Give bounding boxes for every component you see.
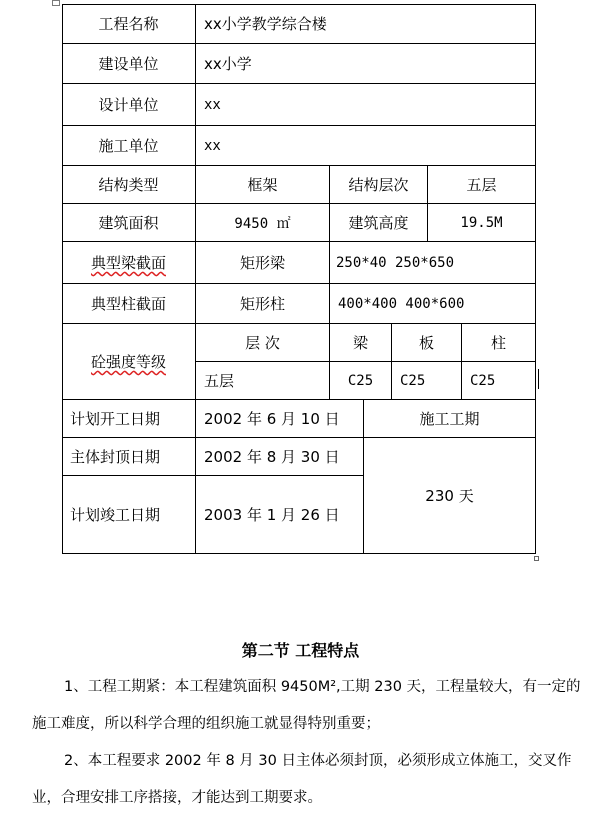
- floor-header: 层 次: [196, 324, 330, 362]
- beam-section-label: [62, 242, 196, 284]
- project-name-label: 工程名称: [62, 4, 196, 44]
- beam-type[interactable]: 矩形梁: [196, 242, 330, 284]
- concrete-grade-label: [62, 324, 196, 400]
- floor-value[interactable]: 五层: [196, 362, 330, 400]
- text-cursor: [538, 369, 539, 389]
- paragraph-2[interactable]: 2、本工程要求 2002 年 8 月 30 日主体必须封顶，必须形成立体施工，交叉作业，合理安排工序搭接，才能达到工期要求。: [32, 753, 572, 806]
- constructor-label: 施工单位: [62, 126, 196, 166]
- concrete-grade-label-text: 砼强度等级: [90, 353, 166, 371]
- completion-date-label: 计划竣工日期: [62, 476, 196, 554]
- project-info-table: [62, 4, 536, 554]
- beam-section-label-text: 典型梁截面: [90, 254, 166, 272]
- beam-sizes[interactable]: 250*40 250*650: [330, 242, 536, 284]
- structure-type-label: 结构类型: [62, 166, 196, 204]
- beam-header: 梁: [330, 324, 392, 362]
- height-value[interactable]: 19.5M: [428, 204, 536, 242]
- constructor-value[interactable]: xx: [196, 126, 536, 166]
- beam-grade[interactable]: C25: [330, 362, 392, 400]
- slab-header: 板: [392, 324, 462, 362]
- column-type[interactable]: 矩形柱: [196, 284, 330, 324]
- area-label: 建筑面积: [62, 204, 196, 242]
- paragraph-1[interactable]: 1、工程工期紧：本工程建筑面积 9450M²,工期 230 天，工程量较大，有一定的施工难度，所以科学合理的组织施工就显得特别重要；: [32, 679, 581, 732]
- duration-label: 施工工期: [364, 400, 536, 438]
- topping-date-value[interactable]: 2002 年 8 月 30 日: [196, 438, 364, 476]
- column-sizes[interactable]: 400*400 400*600: [330, 284, 536, 324]
- designer-value[interactable]: xx: [196, 84, 536, 126]
- designer-label: 设计单位: [62, 84, 196, 126]
- column-section-label: 典型柱截面: [62, 284, 196, 324]
- builder-label: 建设单位: [62, 44, 196, 84]
- start-date-value[interactable]: 2002 年 6 月 10 日: [196, 400, 364, 438]
- slab-grade[interactable]: C25: [392, 362, 462, 400]
- table-move-handle[interactable]: [52, 0, 60, 6]
- topping-date-label: 主体封顶日期: [62, 438, 196, 476]
- duration-value[interactable]: 230 天: [364, 438, 536, 554]
- column-grade[interactable]: C25: [462, 362, 536, 400]
- table-resize-handle[interactable]: [534, 556, 539, 561]
- project-name-value[interactable]: xx小学教学综合楼: [196, 4, 536, 44]
- start-date-label: 计划开工日期: [62, 400, 196, 438]
- area-value[interactable]: 9450 ㎡: [196, 204, 330, 242]
- column-header: 柱: [462, 324, 536, 362]
- height-label: 建筑高度: [330, 204, 428, 242]
- structure-floors-value[interactable]: 五层: [428, 166, 536, 204]
- structure-type-value[interactable]: 框架: [196, 166, 330, 204]
- completion-date-value[interactable]: 2003 年 1 月 26 日: [196, 476, 364, 554]
- section-heading: 第二节 工程特点: [241, 641, 360, 660]
- builder-value[interactable]: xx小学: [196, 44, 536, 84]
- structure-floors-label: 结构层次: [330, 166, 428, 204]
